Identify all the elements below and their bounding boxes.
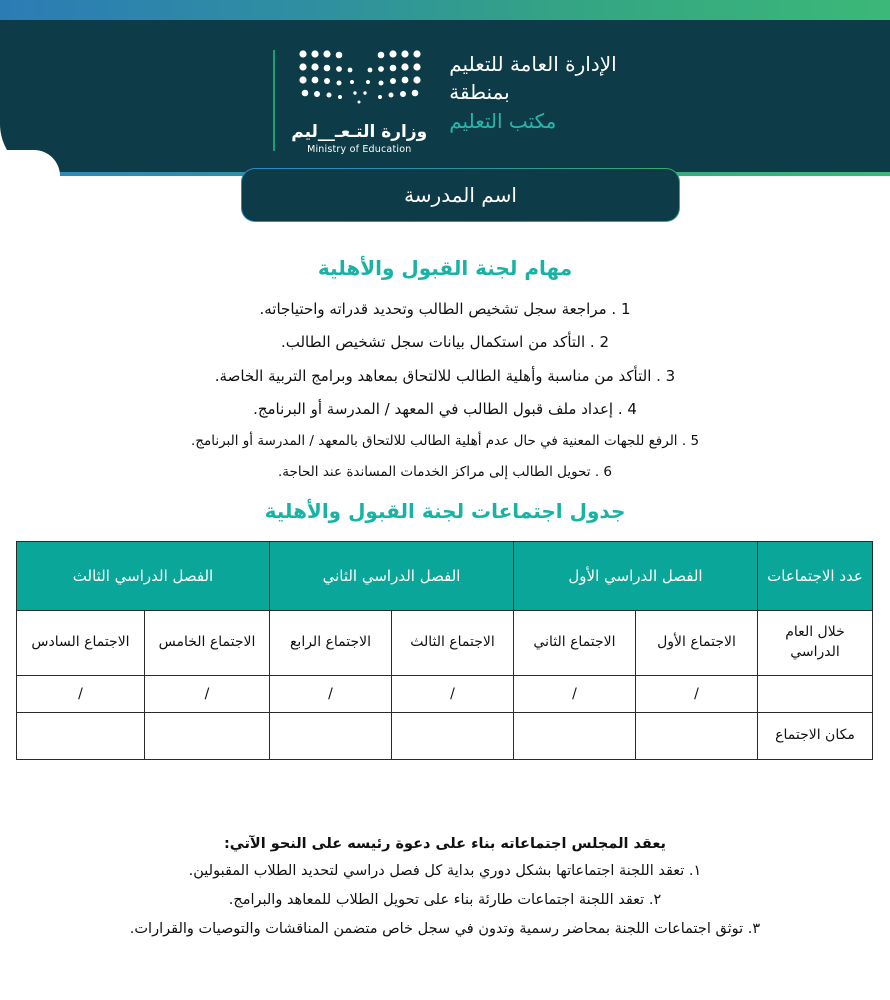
- task-item: 2 . التأكد من استكمال بيانات سجل تشخيص الطالب.: [280, 333, 610, 352]
- meetings-table-head: [17, 541, 873, 610]
- school-name-label: اسم المدرسة: [404, 183, 517, 207]
- meeting-date-cell[interactable]: /: [514, 675, 636, 712]
- meeting-place-cell[interactable]: [514, 712, 636, 759]
- logo-divider: [273, 50, 275, 151]
- meeting-place-cell[interactable]: [17, 712, 145, 759]
- meeting-name-cell: الاجتماع الرابع: [270, 610, 392, 675]
- education-office-line: مكتب التعليم: [449, 108, 557, 133]
- table-header-term-1: الفصل الدراسي الأول: [514, 541, 758, 610]
- row-label-meeting-place: مكان الاجتماع: [758, 712, 873, 759]
- task-item: 1 . مراجعة سجل تشخيص الطالب وتحديد قدراته واحتياجاته.: [259, 300, 631, 318]
- meetings-note: يعقد المجلس اجتماعاته بناء على دعوة رئيسه على النحو الآتي:: [224, 835, 666, 852]
- table-header-count-line1: عدد الاجتماعات: [767, 566, 863, 585]
- department-text-block: [427, 46, 616, 135]
- ministry-name-arabic: وزارة التـعـ__ليم: [291, 122, 428, 142]
- page-header: [0, 20, 890, 176]
- meetings-table: [16, 541, 873, 760]
- table-row-place: [17, 712, 873, 759]
- meeting-place-cell[interactable]: [145, 712, 270, 759]
- table-row-meetings: [17, 610, 873, 675]
- table-header-count: [758, 541, 873, 610]
- rule-item: ١. تعقد اللجنة اجتماعاتها بشكل دوري بداية كل فصل دراسي لتحديد الطلاب المقبولين.: [188, 862, 702, 879]
- document-body: [0, 240, 890, 947]
- meeting-rules-list: [0, 860, 890, 942]
- meeting-name-cell: الاجتماع الأول: [636, 610, 758, 675]
- ministry-palm-dots-icon: [295, 46, 423, 118]
- meetings-table-wrapper: [17, 541, 873, 760]
- ministry-name-english: Ministry of Education: [307, 144, 412, 155]
- meeting-date-cell[interactable]: /: [270, 675, 392, 712]
- department-line-1: الإدارة العامة للتعليم: [449, 52, 617, 76]
- ministry-logo-main: [291, 46, 427, 155]
- task-item: 4 . إعداد ملف قبول الطالب في المعهد / المدرسة أو البرنامج.: [253, 399, 637, 418]
- meeting-date-cell[interactable]: /: [392, 675, 514, 712]
- school-name-banner: [241, 168, 680, 222]
- meetings-table-body: [17, 610, 873, 759]
- meeting-date-cell[interactable]: /: [145, 675, 270, 712]
- meeting-date-cell[interactable]: /: [636, 675, 758, 712]
- table-header-term-3: الفصل الدراسي الثالث: [17, 541, 270, 610]
- meeting-place-cell[interactable]: [636, 712, 758, 759]
- table-row-dates: [17, 675, 873, 712]
- table-header-term-2: الفصل الدراسي الثاني: [270, 541, 514, 610]
- task-item: 6 . تحويل الطالب إلى مراكز الخدمات المساندة عند الحاجة.: [277, 463, 613, 480]
- row-label-school-year: خلال العام الدراسي: [758, 610, 873, 675]
- tasks-list: [0, 298, 890, 483]
- meeting-date-cell[interactable]: /: [17, 675, 145, 712]
- rule-item: ٣. توثق اجتماعات اللجنة بمحاضر رسمية وتدون في سجل خاص متضمن المناقشات والتوصيات والقرارات.: [129, 921, 761, 938]
- task-item: 3 . التأكد من مناسبة وأهلية الطالب للالتحاق بمعاهد وبرامج التربية الخاصة.: [214, 366, 676, 385]
- top-gradient-strip: [0, 0, 890, 20]
- rule-item: ٢. تعقد اللجنة اجتماعات طارئة بناء على تحويل الطلاب للمعاهد والبرامج.: [228, 892, 662, 909]
- meeting-place-cell[interactable]: [270, 712, 392, 759]
- meeting-name-cell: الاجتماع السادس: [17, 610, 145, 675]
- table-header-row: [17, 541, 873, 610]
- tasks-section-title: مهام لجنة القبول والأهلية: [317, 256, 573, 280]
- meeting-name-cell: الاجتماع الخامس: [145, 610, 270, 675]
- meeting-name-cell: الاجتماع الثالث: [392, 610, 514, 675]
- task-item: 5 . الرفع للجهات المعنية في حال عدم أهلية الطالب للالتحاق بالمعهد / المدرسة أو البرنامج.: [190, 433, 700, 449]
- meeting-name-cell: الاجتماع الثاني: [514, 610, 636, 675]
- ministry-logo: [273, 46, 427, 155]
- header-content: [0, 46, 890, 155]
- meeting-place-cell[interactable]: [392, 712, 514, 759]
- table-section-title: جدول اجتماعات لجنة القبول والأهلية: [264, 498, 626, 523]
- row-label-dates-blank: [758, 675, 873, 712]
- department-line-2: بمنطقة: [449, 80, 510, 105]
